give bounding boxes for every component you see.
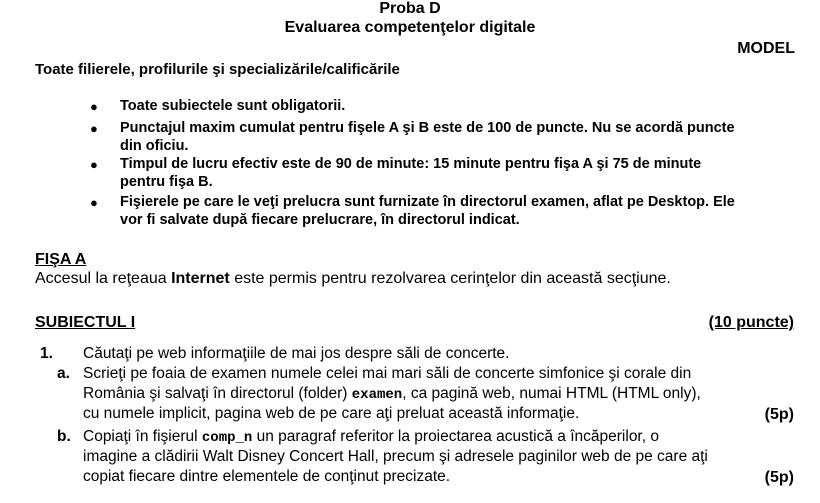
qa-line-1: Scrieţi pe foaia de examen numele celei mai mari săli de concerte simfonice şi corale din	[83, 365, 692, 382]
rule-item-cont: vor fi salvate după fiecare prelucrare, în directorul indicat.	[120, 212, 520, 228]
rule-item: Fişierele pe care le veţi prelucra sunt furnizate în directorul examen, aflat pe Desktop. Ele	[120, 194, 735, 210]
question-text: Căutaţi pe web informaţiile de mai jos despre săli de concerte.	[83, 345, 510, 362]
qb-line-1-post: un paragraf referitor la proiectarea acustică a încăperilor, o	[252, 428, 659, 445]
model-label: MODEL	[737, 40, 795, 57]
bullet-icon: ●	[90, 195, 98, 210]
exam-subtitle: Evaluarea competenţelor digitale	[284, 19, 536, 36]
subquestion-letter: b.	[57, 428, 71, 445]
exam-title: Proba D	[379, 0, 441, 17]
qb-line-1	[83, 427, 659, 448]
qa-line-2-post: , ca pagină web, numai HTML (HTML only),	[402, 385, 701, 402]
qb-line-3: copiat fiecare dintre elementele de conţinut precizate.	[83, 468, 451, 485]
fisa-heading: FIŞA A	[35, 251, 87, 268]
qb-line-2: imagine a clădirii Walt Disney Concert Hall, precum şi adresele paginilor web de pe care aţi	[83, 448, 708, 465]
subiect-points: (10 puncte)	[708, 314, 794, 331]
folder-name: examen	[351, 387, 403, 403]
rule-item-cont: pentru fişa B.	[120, 174, 213, 190]
bullet-icon: ●	[90, 157, 98, 172]
rule-item: Timpul de lucru efectiv este de 90 de minute: 15 minute pentru fişa A şi 75 de minute	[120, 156, 702, 172]
file-name: comp_n	[201, 430, 253, 446]
fisa-intro-pre: Accesul la reţeaua	[35, 270, 172, 287]
fisa-intro-post: este permis pentru rezolvarea cerinţelor din această secţiune.	[229, 270, 671, 287]
scope-line: Toate filierele, profilurile şi specializările/calificările	[35, 61, 400, 78]
qa-line-2	[83, 384, 701, 405]
qa-line-2-pre: România şi salvaţi în directorul (folder)	[83, 385, 352, 402]
qa-line-3: cu numele implicit, pagina web de pe care aţi preluat această informaţie.	[83, 405, 580, 422]
rule-item-cont: din oficiu.	[120, 138, 189, 154]
fisa-intro	[35, 270, 671, 288]
rule-item: Toate subiectele sunt obligatorii.	[120, 98, 346, 114]
subquestion-letter: a.	[57, 365, 70, 382]
qb-line-1-pre: Copiaţi în fişierul	[83, 428, 202, 445]
bullet-icon: ●	[90, 99, 98, 114]
bullet-icon: ●	[90, 121, 98, 136]
qb-score: (5p)	[764, 469, 794, 486]
rule-item: Punctajul maxim cumulat pentru fişele A şi B este de 100 de puncte. Nu se acordă puncte	[120, 120, 735, 136]
qa-score: (5p)	[764, 406, 794, 423]
subiect-title: SUBIECTUL I	[35, 314, 136, 331]
question-number: 1.	[40, 345, 53, 362]
fisa-intro-bold: Internet	[171, 270, 230, 287]
